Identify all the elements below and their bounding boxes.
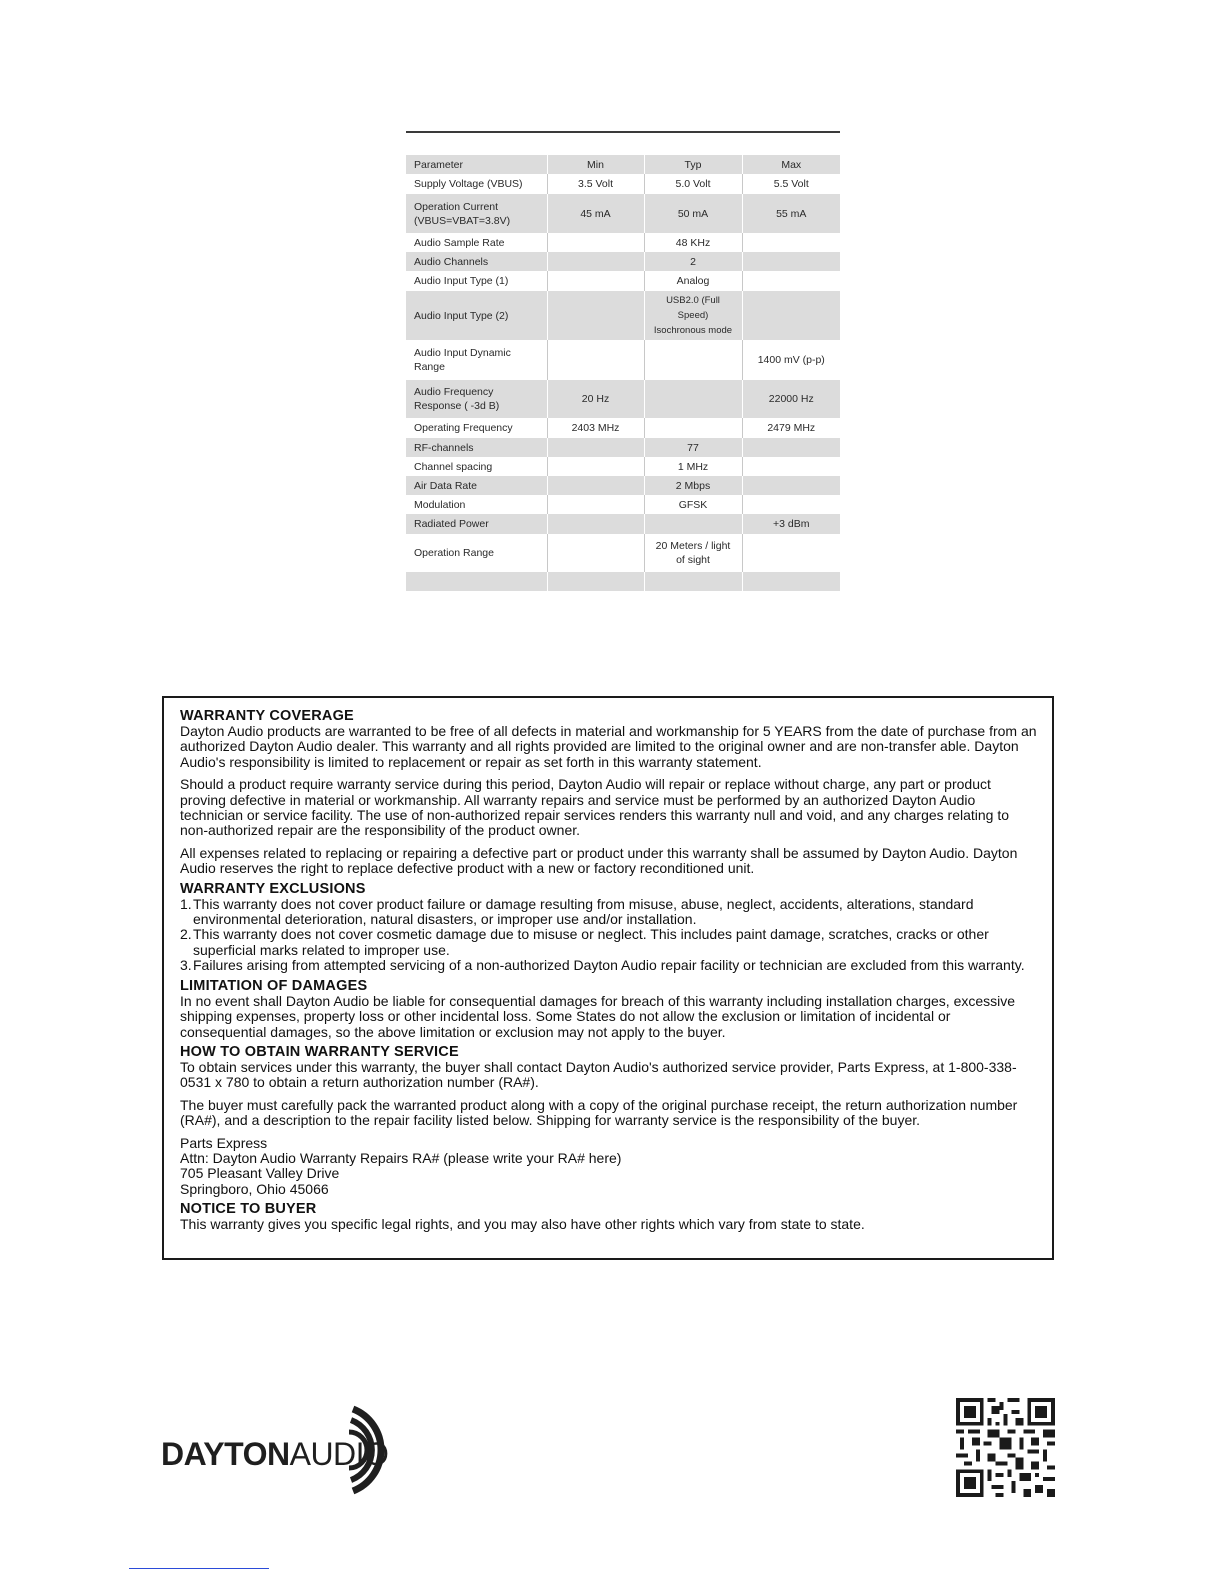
- table-row: [406, 534, 840, 572]
- cell-max: [742, 457, 840, 476]
- cell-max: [742, 252, 840, 271]
- cell-max: 22000 Hz: [742, 380, 840, 418]
- notice-heading: NOTICE TO BUYER: [180, 1201, 317, 1218]
- cell-typ: [644, 291, 742, 340]
- header-typ: Typ: [644, 155, 742, 174]
- cell-typ-text: USB2.0 (Full Speed) Isochronous mode: [653, 295, 733, 336]
- cell-typ: 5.0 Volt: [644, 174, 742, 194]
- list-item: [180, 927, 1038, 958]
- table-row: [406, 572, 840, 591]
- header-parameter: Parameter: [414, 158, 464, 171]
- table-row: [406, 271, 840, 291]
- cell-parameter: Air Data Rate: [414, 479, 478, 492]
- list-item-text: Failures arising from attempted servicing of a non-authorized Dayton Audio repair facility or technician are excluded from this warranty.: [193, 957, 1025, 974]
- cell-typ: GFSK: [644, 495, 742, 514]
- cell-parameter: Audio Input Dynamic Range: [414, 347, 511, 373]
- cell-min: [547, 476, 644, 495]
- service-address: [180, 1136, 1038, 1198]
- logo-wordmark-light: AUDIO: [289, 1436, 389, 1472]
- cell-min: [547, 457, 644, 476]
- cell-parameter: Supply Voltage (VBUS): [414, 178, 523, 190]
- table-row: [406, 340, 840, 380]
- list-item-text: This warranty does not cover product failure or damage resulting from misuse, abuse, neglect, accidents, alterations, standard environmental deterioration, natural disasters, or improper use and/or installation.: [193, 895, 974, 928]
- warranty-coverage-paragraph-2: Should a product require warranty service during this period, Dayton Audio will repair or replace without charge, any part or product proving defective in material or workmanship. All warranty repairs and service must be performed by an authorized Dayton Audio technician or service facility. The use of non-authorized repair services renders this warranty null and void, and any charges relating to non-authorized repair are the responsibility of the product owner.: [180, 776, 1010, 839]
- list-item: [180, 897, 1038, 928]
- cell-parameter: Modulation: [414, 498, 466, 511]
- header-max: Max: [742, 155, 840, 174]
- logo-wordmark-bold: DAYTON: [161, 1436, 290, 1472]
- notice-paragraph: This warranty gives you specific legal rights, and you may also have other rights which vary from state to state.: [180, 1216, 865, 1233]
- table-row: [406, 438, 840, 457]
- table-row: [406, 252, 840, 271]
- address-line: Parts Express: [180, 1134, 268, 1151]
- cell-max: [742, 572, 840, 591]
- cell-max: [742, 233, 840, 252]
- cell-max: [742, 476, 840, 495]
- table-row: [406, 174, 840, 194]
- cell-typ: 50 mA: [644, 194, 742, 233]
- service-heading: HOW TO OBTAIN WARRANTY SERVICE: [180, 1043, 459, 1060]
- warranty-exclusions-list: [180, 897, 1038, 974]
- cell-max: [742, 291, 840, 340]
- warranty-exclusions-heading: WARRANTY EXCLUSIONS: [180, 880, 366, 897]
- cell-min: [547, 572, 644, 591]
- cell-parameter: Audio Channels: [414, 255, 489, 268]
- cell-parameter: Operation Range: [414, 547, 494, 559]
- cell-typ: [644, 380, 742, 418]
- cell-typ: 2: [644, 252, 742, 271]
- cell-min: [547, 534, 644, 572]
- cell-min: [547, 271, 644, 291]
- cell-parameter: Operating Frequency: [414, 422, 513, 434]
- cell-parameter: Channel spacing: [414, 460, 493, 473]
- table-row: [406, 457, 840, 476]
- cell-max: 2479 MHz: [742, 418, 840, 438]
- dayton-audio-logo: [161, 1404, 416, 1496]
- cell-max: [742, 495, 840, 514]
- cell-min: [547, 495, 644, 514]
- cell-typ: [644, 340, 742, 380]
- warranty-coverage-heading: WARRANTY COVERAGE: [180, 708, 354, 724]
- cell-min: 20 Hz: [547, 380, 644, 418]
- cell-max: 55 mA: [742, 194, 840, 233]
- list-item-text: This warranty does not cover cosmetic damage due to misuse or neglect. This includes paint damage, scratches, cracks or other superficial marks related to improper use.: [193, 926, 989, 958]
- table-row: [406, 476, 840, 495]
- table-row: [406, 418, 840, 438]
- cell-parameter: RF-channels: [414, 441, 474, 454]
- table-row: [406, 495, 840, 514]
- cell-typ: Analog: [644, 271, 742, 291]
- cell-typ: 20 Meters / light of sight: [644, 534, 742, 572]
- table-row: [406, 194, 840, 233]
- spec-table: [406, 155, 840, 591]
- spec-table-top-rule: [406, 131, 840, 133]
- limitation-paragraph: In no event shall Dayton Audio be liable for consequential damages for breach of this warranty including installation charges, excessive shipping expenses, property loss or other incidental loss. Some States do not allow the exclusion or limitation of incidental or consequential damages, so the above limitation or exclusion may not apply to the buyer.: [180, 992, 1016, 1040]
- header-min: Min: [547, 155, 644, 174]
- warranty-box: [162, 696, 1054, 1260]
- cell-parameter: Operation Current (VBUS=VBAT=3.8V): [414, 200, 511, 227]
- cell-max: +3 dBm: [742, 514, 840, 534]
- cell-min: [547, 438, 644, 457]
- cell-typ: [644, 572, 742, 591]
- cell-parameter: Radiated Power: [414, 518, 489, 530]
- table-row: [406, 291, 840, 340]
- cell-parameter: [406, 572, 547, 591]
- cell-max: [742, 438, 840, 457]
- cell-typ: [644, 418, 742, 438]
- list-item-number: 2.: [180, 926, 192, 943]
- service-paragraph-2: The buyer must carefully pack the warranted product along with a copy of the original purchase receipt, the return authorization number (RA#), and a description to the repair facility listed below. Shipping for warranty service is the responsibility of the buyer.: [180, 1096, 1018, 1129]
- cell-typ: 48 KHz: [644, 233, 742, 252]
- cell-max: [742, 271, 840, 291]
- cell-max: 5.5 Volt: [742, 174, 840, 194]
- cell-min: [547, 233, 644, 252]
- footer-link-underline: [129, 1568, 269, 1569]
- table-row: [406, 380, 840, 418]
- warranty-coverage-paragraph-3: All expenses related to replacing or repairing a defective part or product under this warranty shall be assumed by Dayton Audio. Dayton Audio reserves the right to replace defective product with a new or factory reconditioned unit.: [180, 844, 1018, 877]
- cell-typ: 77: [644, 438, 742, 457]
- table-row: [406, 514, 840, 534]
- warranty-coverage-paragraph-1: Dayton Audio products are warranted to be free of all defects in material and workmanship for 5 YEARS from the date of purchase from an authorized Dayton Audio dealer. This warranty and all rights provided are limited to the original owner and are non-transfer able. Dayton Audio's responsibility is limited to replacement or repair as set forth in this warranty statement.: [180, 723, 1037, 770]
- cell-min: 45 mA: [547, 194, 644, 233]
- cell-max: 1400 mV (p-p): [742, 340, 840, 380]
- cell-min: 3.5 Volt: [547, 174, 644, 194]
- list-item: [180, 958, 1038, 973]
- cell-min: 2403 MHz: [547, 418, 644, 438]
- table-row: [406, 233, 840, 252]
- cell-parameter: Audio Input Type (2): [414, 309, 509, 322]
- spec-table-header-row: [406, 155, 840, 174]
- address-line: Attn: Dayton Audio Warranty Repairs RA# (please write your RA# here): [180, 1149, 622, 1166]
- list-item-number: 1.: [180, 895, 192, 912]
- qr-code-icon: [956, 1398, 1055, 1497]
- address-line: Springboro, Ohio 45066: [180, 1180, 329, 1197]
- cell-typ: 1 MHz: [644, 457, 742, 476]
- cell-parameter: Audio Input Type (1): [414, 275, 509, 287]
- cell-parameter: Audio Frequency Response ( -3d B): [414, 386, 500, 412]
- limitation-heading: LIMITATION OF DAMAGES: [180, 977, 368, 994]
- cell-min: [547, 291, 644, 340]
- cell-typ: 2 Mbps: [644, 476, 742, 495]
- cell-max: [742, 534, 840, 572]
- cell-min: [547, 514, 644, 534]
- sound-wave-icon: [339, 1404, 417, 1496]
- list-item-number: 3.: [180, 957, 192, 974]
- cell-min: [547, 340, 644, 380]
- address-line: 705 Pleasant Valley Drive: [180, 1165, 340, 1182]
- cell-parameter: Audio Sample Rate: [414, 236, 505, 249]
- cell-min: [547, 252, 644, 271]
- cell-typ: [644, 514, 742, 534]
- service-paragraph-1: To obtain services under this warranty, the buyer shall contact Dayton Audio's authorized service provider, Parts Express, at 1-800-338-0531 x 780 to obtain a return authorization number (RA#).: [180, 1058, 1017, 1091]
